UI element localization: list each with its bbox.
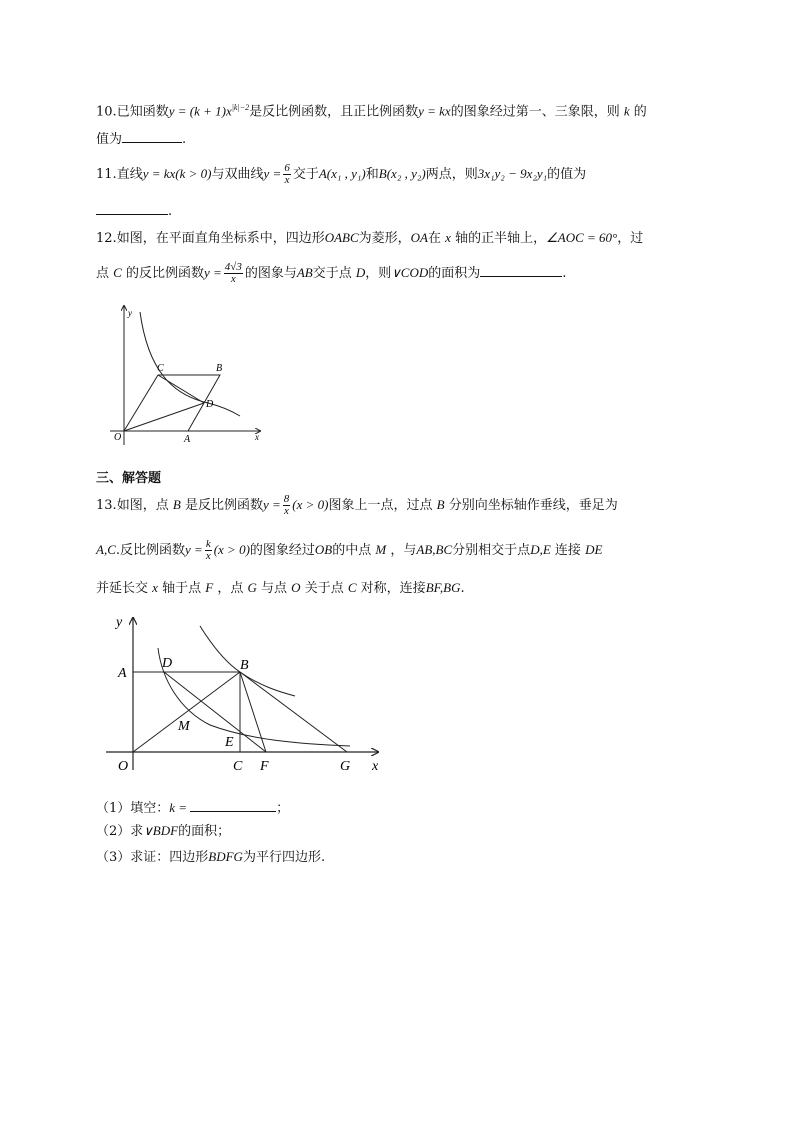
q13-cond-2: (x > 0) <box>213 542 250 557</box>
q13-y-eq: y = <box>262 497 281 512</box>
q13-sub2-triangle: ∨BDF <box>143 823 179 838</box>
q13-ob: OB <box>314 542 333 557</box>
q13-sub3-shape: BDFG <box>208 849 243 864</box>
q11-point-b: B(x₂ , y₂) <box>378 166 426 181</box>
q12-end: . <box>562 266 567 281</box>
q13-text-6: 的图象经过 <box>249 543 315 558</box>
q12-d: D <box>355 265 366 280</box>
q13-text-11: 并延长交 <box>96 581 149 596</box>
q13-de-2: DE <box>585 542 603 557</box>
q13-label-m: M <box>178 719 190 734</box>
q10-line2 <box>96 128 186 149</box>
q10-exponent: |k|−2 <box>231 103 250 112</box>
q13-line3 <box>96 579 465 598</box>
q12-answer-blank[interactable] <box>480 262 562 277</box>
q12-angle: ∠AOC = 60° <box>546 230 618 245</box>
q12-frac-num: 4√3 <box>224 261 242 273</box>
q12-text-7: 的反比例函数 <box>125 266 204 281</box>
q13-text-15: 关于点 <box>304 581 344 596</box>
q12-figure <box>100 300 270 450</box>
q10-text-4: 的 <box>633 104 647 120</box>
q12-text-2: 为菱形， <box>358 231 411 246</box>
q13-abbc: AB,BC <box>416 542 453 557</box>
q12-label-o: O <box>114 432 122 443</box>
q13-label-y: y <box>116 615 123 630</box>
q11-text-2: 与双曲线 <box>211 167 264 182</box>
q10-text-1: 已知函数 <box>116 104 169 120</box>
q12-text-10: ，则 <box>365 266 392 281</box>
q13-b-2: B <box>436 497 445 512</box>
q11-frac-num: 6 <box>284 162 290 174</box>
q13-text-13: ，点 <box>217 581 244 596</box>
q10-number: 10. <box>96 104 117 120</box>
q13-label-o: O <box>118 759 129 774</box>
q13-bfbg: BF,BG <box>425 580 461 595</box>
q12-text-1: 如图，在平面直角坐标系中，四边形 <box>116 231 325 246</box>
q13-line1 <box>96 490 618 521</box>
q12-label-c: C <box>157 363 164 374</box>
q12-text-5: ，过 <box>617 231 644 246</box>
q13-sub3 <box>96 848 325 867</box>
q13-text-10: 连接 <box>554 543 581 558</box>
q10-line1 <box>96 99 647 121</box>
q13-label-b: B <box>240 658 249 673</box>
q13-f: F <box>205 580 214 595</box>
q13-segment-bg <box>240 672 347 752</box>
q11-frac-den: x <box>284 174 290 186</box>
section-title: 三、解答题 <box>96 471 162 486</box>
q13-frac2-num: k <box>205 538 211 550</box>
q12-c: C <box>113 265 122 280</box>
q13-text-9: 分别相交于点 <box>452 543 531 558</box>
q13-y-eq-2: y = <box>185 542 203 557</box>
q12-text-8: 的图象与 <box>244 266 297 281</box>
q13-figure <box>100 610 390 780</box>
q13-text-8: ，与 <box>390 543 417 558</box>
q11-formula-1: y = kx(k > 0) <box>142 166 212 181</box>
q13-label-a: A <box>118 666 127 681</box>
q12-text-4: 轴的正半轴上， <box>455 231 547 246</box>
q12-label-d: D <box>206 399 214 410</box>
q13-o: O <box>291 580 301 595</box>
q11-line2 <box>96 200 172 221</box>
q13-text-5: .反比例函数 <box>115 543 186 558</box>
q12-frac-den: x <box>230 273 236 285</box>
q12-label-a: A <box>184 434 191 445</box>
q13-sub1-expr: k = <box>169 800 188 815</box>
q13-ac: A,C <box>96 542 116 557</box>
q13-sub1 <box>96 797 289 818</box>
q13-label-f: F <box>260 759 269 774</box>
q13-label-g: G <box>340 759 351 774</box>
q13-sub2 <box>96 822 230 841</box>
q13-b: B <box>172 497 181 512</box>
q13-g: G <box>247 580 257 595</box>
q10-answer-blank[interactable] <box>122 128 182 143</box>
q12-text-11: 的面积为 <box>428 266 481 281</box>
q12-segment-od <box>124 403 204 431</box>
q12-label-x: x <box>255 432 259 442</box>
q13-frac-den: x <box>284 505 289 517</box>
q11-expression: 3x₁y₂ − 9x₂y₁ <box>477 166 548 181</box>
q13-de: D,E <box>530 542 551 557</box>
q11-text-1: 直线 <box>116 167 143 182</box>
q13-text-4: 分别向坐标轴作垂线，垂足为 <box>448 498 618 513</box>
q11-answer-blank[interactable] <box>96 200 168 215</box>
q13-sub3-suffix: 为平行四边形. <box>242 850 326 865</box>
q10-formula-2: y = kx <box>418 103 451 119</box>
q13-frac-num: 8 <box>283 493 290 505</box>
q12-text-6: 点 <box>96 266 110 281</box>
q13-text-7: 的中点 <box>332 543 372 558</box>
q13-label-c: C <box>233 759 243 774</box>
q12-triangle: ∨COD <box>391 265 429 280</box>
q11-number: 11. <box>96 167 117 182</box>
q12-label-y: y <box>128 308 132 318</box>
q12-segment-cd <box>158 375 204 403</box>
q13-number: 13. <box>96 498 117 513</box>
q12-label-b: B <box>216 363 223 374</box>
q11-end: . <box>168 204 173 219</box>
q13-sub1-answer-blank[interactable] <box>190 797 276 812</box>
q12-fraction <box>224 262 243 285</box>
q12-line2 <box>96 258 566 289</box>
q13-segment-df <box>164 672 266 752</box>
q13-label-x: x <box>372 759 379 774</box>
q13-sub2-prefix: （2）求 <box>96 824 144 839</box>
q13-c: C <box>347 580 357 595</box>
q11-line1 <box>96 160 586 189</box>
q13-sub1-prefix: （1）填空： <box>96 801 170 816</box>
q13-sub1-end: ； <box>276 801 290 816</box>
q12-text-3: 在 <box>428 231 442 246</box>
q11-text-6: 的值为 <box>547 167 587 182</box>
q10-text-2: 是反比例函数，且正比例函数 <box>249 104 419 120</box>
q11-point-a: A(x₁ , y₁) <box>318 166 366 181</box>
q10-text-5: 值为 <box>96 132 123 147</box>
q12-oa: OA <box>410 230 429 245</box>
q13-text-1: 如图，点 <box>116 498 169 513</box>
q11-text-5: 两点，则 <box>425 167 478 182</box>
q13-segment-ob <box>133 672 240 752</box>
q12-text-9: 交于点 <box>312 266 352 281</box>
q13-fraction-1 <box>283 494 291 517</box>
q12-shape: OABC <box>324 230 359 245</box>
q13-sub3-prefix: （3）求证：四边形 <box>96 850 209 865</box>
q11-y-eq: y = <box>263 166 282 181</box>
q13-text-12: 轴于点 <box>162 581 202 596</box>
q13-sub2-suffix: 的面积； <box>178 824 231 839</box>
q13-label-e: E <box>225 735 234 750</box>
q13-text-16: 对称，连接 <box>360 581 426 596</box>
q12-ab: AB <box>296 265 313 280</box>
q11-text-3: 交于 <box>292 167 319 182</box>
q12-hyperbola <box>140 312 240 416</box>
q11-text-4: 和 <box>365 167 379 182</box>
q12-x: x <box>445 230 451 245</box>
q13-x: x <box>152 580 158 595</box>
q12-number: 12. <box>96 231 117 246</box>
q13-label-d: D <box>162 656 173 671</box>
q10-text-3: 的图象经过第一、三象限，则 <box>450 104 620 120</box>
q12-line1 <box>96 229 643 248</box>
q10-end: . <box>182 132 187 147</box>
q13-end: . <box>460 581 465 596</box>
q13-m: M <box>375 542 387 557</box>
q13-cond-1: (x > 0) <box>292 497 329 512</box>
q11-fraction <box>283 163 291 186</box>
q13-text-2: 是反比例函数 <box>184 498 263 513</box>
q13-frac2-den: x <box>205 550 211 562</box>
q13-line2 <box>96 535 602 566</box>
q10-var-k: k <box>623 103 630 119</box>
q13-text-3: 图象上一点，过点 <box>328 498 433 513</box>
q10-formula-1: y = (k + 1)x <box>168 103 232 119</box>
q13-fraction-2 <box>205 539 212 562</box>
q12-y-eq: y = <box>203 265 222 280</box>
q13-text-14: 与点 <box>261 581 288 596</box>
